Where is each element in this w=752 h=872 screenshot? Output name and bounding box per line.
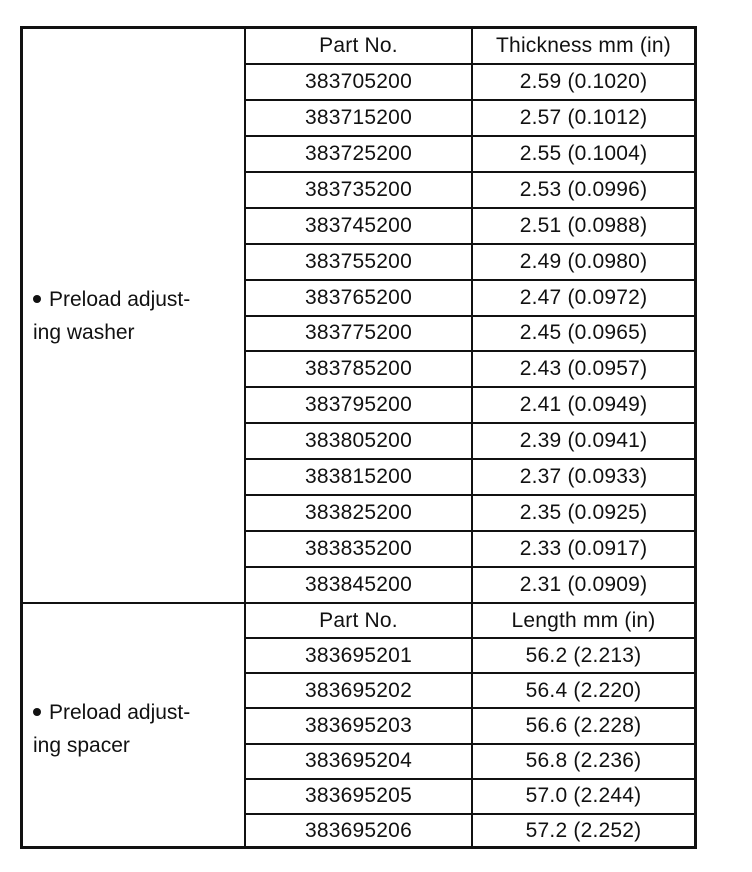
spec-table <box>20 26 697 849</box>
washer-header-thickness: Thickness mm (in) <box>496 33 671 57</box>
table-row <box>246 207 694 243</box>
part-number: 383795200 <box>246 388 473 422</box>
part-number: 383695203 <box>246 709 473 742</box>
washer-label <box>33 283 243 349</box>
washer-header-row <box>246 29 694 63</box>
length-value: 56.4 (2.220) <box>525 678 642 702</box>
bullet-icon <box>33 708 41 716</box>
part-number: 383705200 <box>246 65 473 99</box>
spacer-header-row <box>246 604 694 637</box>
thickness-value: 2.39 (0.0941) <box>519 429 648 453</box>
part-number: 383695204 <box>246 745 473 778</box>
spacer-header-part: Part No. <box>246 604 473 637</box>
part-number: 383785200 <box>246 352 473 386</box>
thickness-value: 2.53 (0.0996) <box>519 177 648 201</box>
part-number: 383695201 <box>246 639 473 672</box>
spacer-label-cell <box>23 604 246 848</box>
part-number: 383765200 <box>246 281 473 315</box>
washer-label-line1: Preload adjust- <box>49 288 191 311</box>
table-row <box>246 279 694 315</box>
length-value: 56.2 (2.213) <box>525 643 642 667</box>
table-row <box>246 778 694 813</box>
length-value: 56.6 (2.228) <box>525 713 642 737</box>
part-number: 383695206 <box>246 815 473 848</box>
thickness-value: 2.49 (0.0980) <box>519 249 648 273</box>
table-row <box>246 135 694 171</box>
length-value: 57.0 (2.244) <box>525 784 642 808</box>
table-row <box>246 813 694 848</box>
thickness-value: 2.35 (0.0925) <box>519 501 648 525</box>
thickness-value: 2.41 (0.0949) <box>519 393 648 417</box>
part-number: 383695205 <box>246 780 473 813</box>
washer-header-part: Part No. <box>246 29 473 63</box>
thickness-value: 2.45 (0.0965) <box>519 321 648 345</box>
table-row <box>246 63 694 99</box>
table-row <box>246 494 694 530</box>
thickness-value: 2.59 (0.1020) <box>519 69 648 93</box>
washer-section <box>23 29 694 602</box>
table-row <box>246 672 694 707</box>
spacer-label-line2: ing spacer <box>33 734 130 757</box>
table-row <box>246 243 694 279</box>
thickness-value: 2.55 (0.1004) <box>519 141 648 165</box>
washer-label-line2: ing washer <box>33 321 135 344</box>
bullet-icon <box>33 295 41 303</box>
thickness-value: 2.43 (0.0957) <box>519 357 648 381</box>
spacer-label-line1: Preload adjust- <box>49 701 191 724</box>
length-value: 56.8 (2.236) <box>525 749 642 773</box>
thickness-value: 2.33 (0.0917) <box>519 537 648 561</box>
part-number: 383835200 <box>246 532 473 566</box>
part-number: 383715200 <box>246 101 473 135</box>
table-row <box>246 530 694 566</box>
table-row <box>246 422 694 458</box>
table-row <box>246 171 694 207</box>
spacer-label <box>33 696 243 762</box>
part-number: 383735200 <box>246 173 473 207</box>
spacer-data <box>246 604 694 848</box>
part-number: 383725200 <box>246 137 473 171</box>
part-number: 383775200 <box>246 317 473 351</box>
thickness-value: 2.47 (0.0972) <box>519 285 648 309</box>
part-number: 383845200 <box>246 568 473 602</box>
length-value: 57.2 (2.252) <box>525 819 642 843</box>
table-row <box>246 386 694 422</box>
table-row <box>246 637 694 672</box>
table-row <box>246 707 694 742</box>
part-number: 383825200 <box>246 496 473 530</box>
table-row <box>246 350 694 386</box>
thickness-value: 2.31 (0.0909) <box>519 573 648 597</box>
thickness-value: 2.57 (0.1012) <box>519 105 648 129</box>
part-number: 383695202 <box>246 674 473 707</box>
table-row <box>246 566 694 602</box>
table-row <box>246 315 694 351</box>
table-row <box>246 99 694 135</box>
table-row <box>246 743 694 778</box>
washer-data <box>246 29 694 602</box>
washer-label-cell <box>23 29 246 602</box>
part-number: 383755200 <box>246 245 473 279</box>
table-row <box>246 458 694 494</box>
thickness-value: 2.37 (0.0933) <box>519 465 648 489</box>
part-number: 383815200 <box>246 460 473 494</box>
spacer-header-length: Length mm (in) <box>511 608 656 632</box>
part-number: 383745200 <box>246 209 473 243</box>
thickness-value: 2.51 (0.0988) <box>519 213 648 237</box>
part-number: 383805200 <box>246 424 473 458</box>
spacer-section <box>23 602 694 848</box>
